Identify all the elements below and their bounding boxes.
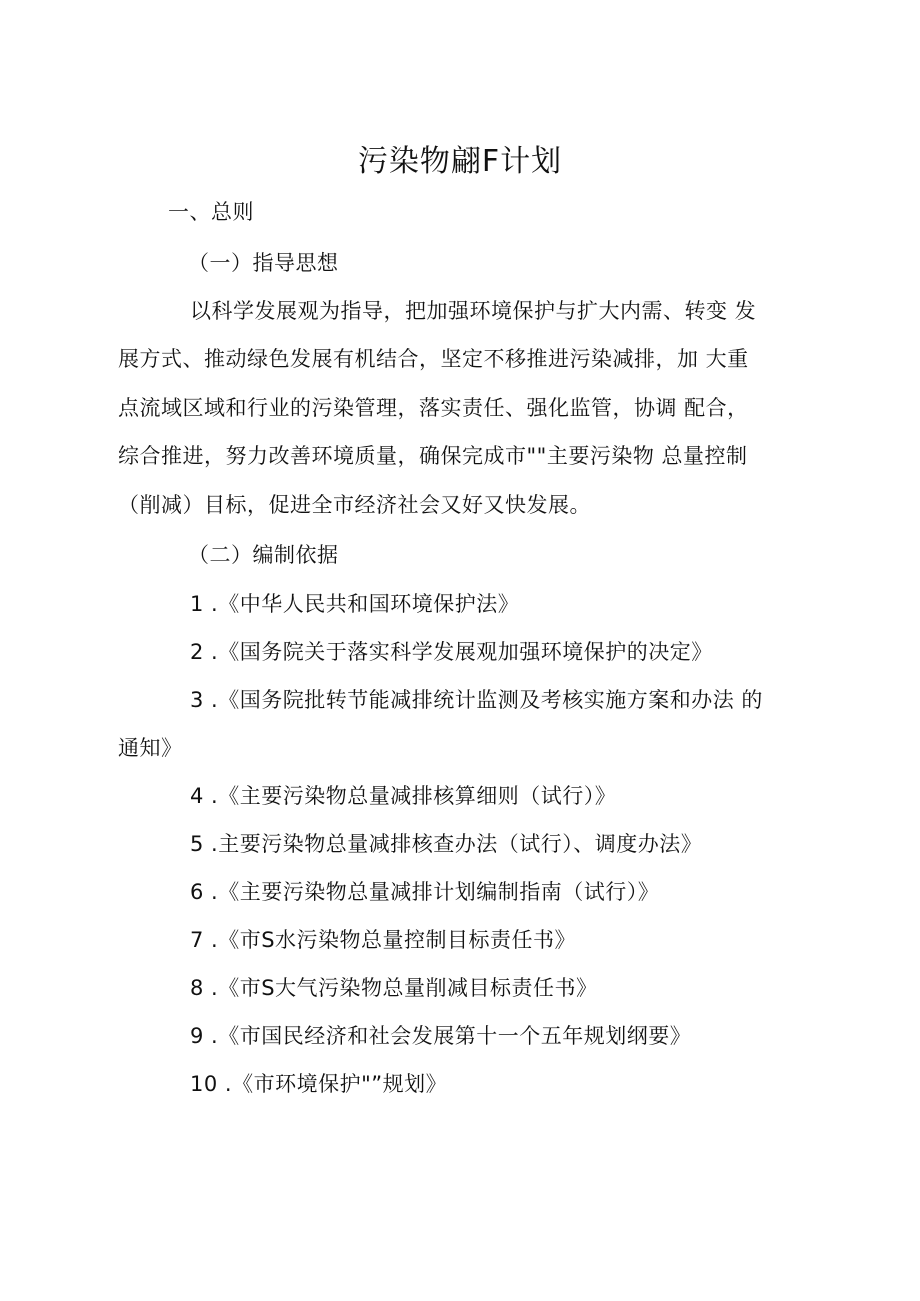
basis-list-item: 2 .《国务院关于落实科学发展观加强环境保护的决定》 [190, 640, 713, 664]
guiding-paragraph-line: 综合推进，努力改善环境质量，确保完成市""主要污染物 总量控制 [118, 444, 748, 468]
guiding-paragraph-line: 以科学发展观为指导，把加强环境保护与扩大内需、转变 发 [190, 299, 757, 323]
subsection-heading-guiding: （一）指导思想 [188, 251, 339, 275]
basis-list-item: 10 .《市环境保护"”规划》 [190, 1072, 448, 1096]
section-heading-general: 一、总则 [168, 200, 254, 224]
basis-list-item: 4 .《主要污染物总量减排核算细则（试行）》 [190, 784, 617, 808]
guiding-paragraph-line: 展方式、推动绿色发展有机结合，坚定不移推进污染减排，加 大重 [118, 347, 749, 371]
basis-list-item: 8 .《市S大气污染物总量削减目标责任书》 [190, 976, 598, 1000]
guiding-paragraph-line: 点流域区域和行业的污染管理，落实责任、强化监管，协调 配合， [118, 396, 749, 420]
subsection-heading-basis: （二）编制依据 [188, 543, 339, 567]
basis-list-item: 5 .主要污染物总量减排核查办法（试行）、调度办法》 [190, 832, 703, 856]
basis-list-item: 3 .《国务院批转节能减排统计监测及考核实施方案和办法 的 [190, 688, 763, 712]
basis-list-item-continuation: 通知》 [118, 736, 183, 760]
basis-list-item: 7 .《市S水污染物总量控制目标责任书》 [190, 928, 577, 952]
basis-list-item: 1 .《中华人民共和国环境保护法》 [190, 592, 520, 616]
basis-list-item: 6 .《主要污染物总量减排计划编制指南（试行）》 [190, 880, 660, 904]
guiding-paragraph-line: （削减）目标，促进全市经济社会又好又快发展。 [118, 493, 591, 517]
basis-list-item: 9 .《市国民经济和社会发展第十一个五年规划纲要》 [190, 1024, 692, 1048]
document-title: 污染物翩F计划 [357, 144, 563, 179]
